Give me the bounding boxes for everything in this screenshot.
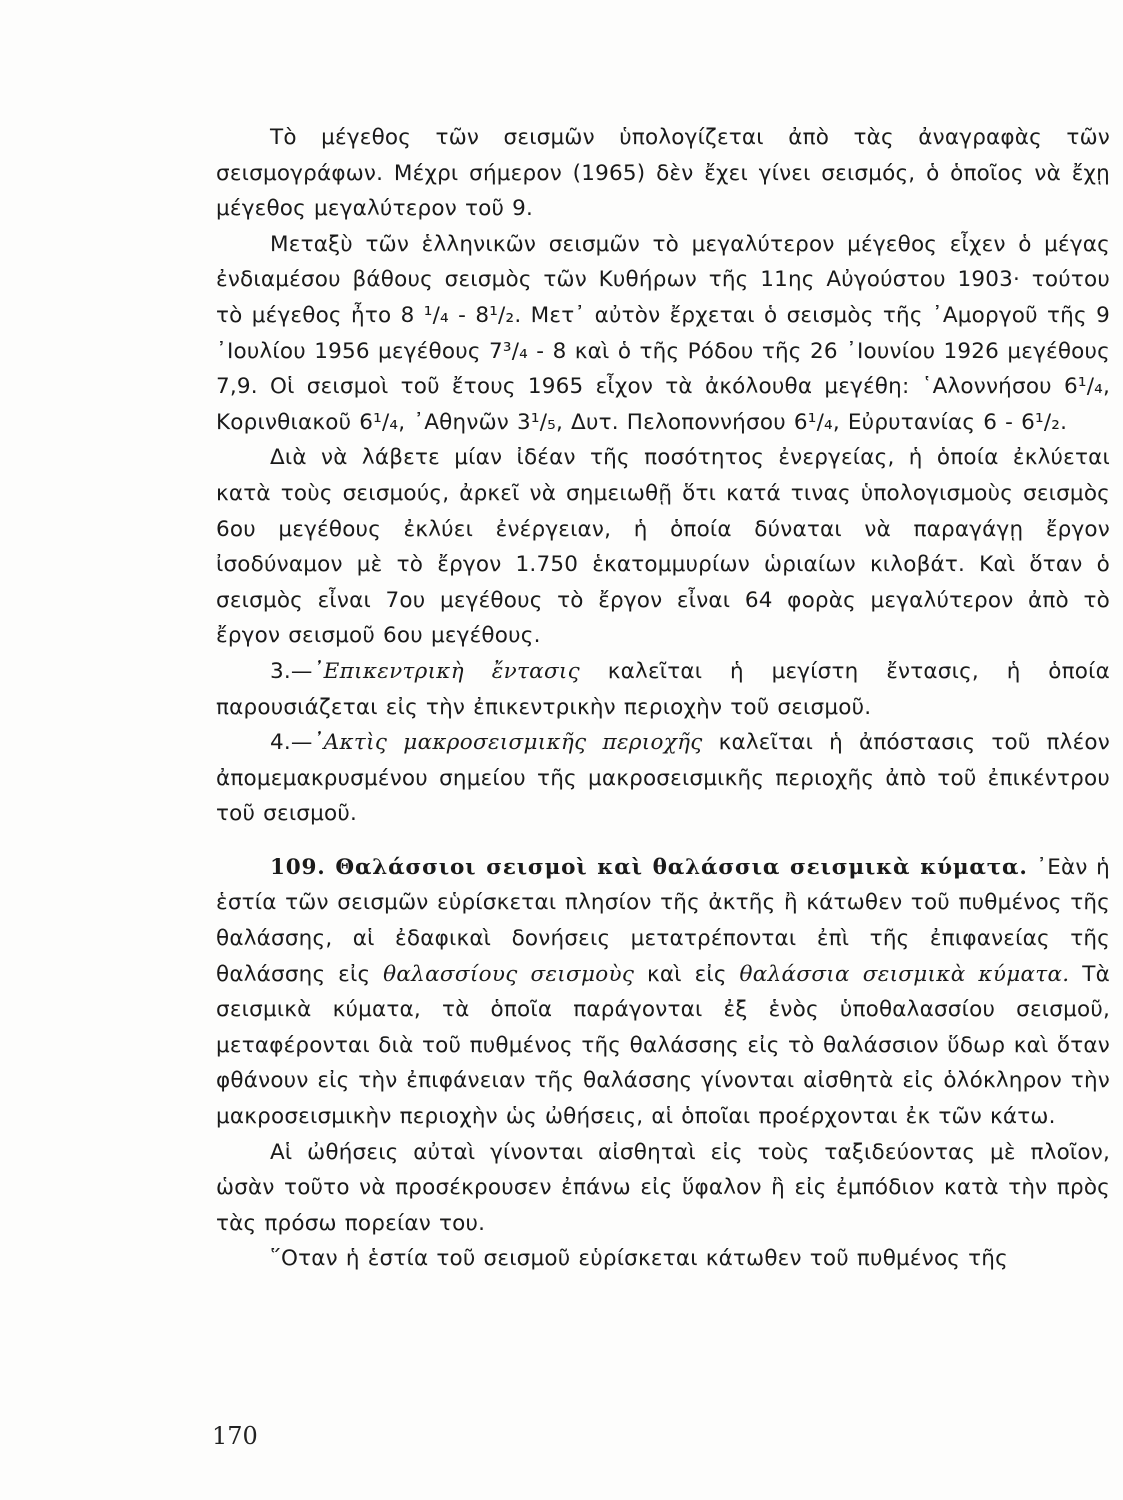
paragraph-energy: Διὰ νὰ λάβετε μίαν ἰδέαν τῆς ποσότητος ἐνεργείας, ἡ ὁποία ἐκλύεται κατὰ τοὺς σεισμούς, ἀρκεῖ νὰ σημειωθῇ ὅτι κατά τινας ὑπολογισμοὺς σεισμὸς 6ου μεγέθους ἐκλύει ἐνέργειαν, ἡ ὁποία δύναται νὰ παραγάγῃ ἔργον ἰσοδύναμον μὲ τὸ ἔργον 1.750 ἑκατομμυρίων ὡριαίων κιλοβάτ. Καὶ ὅταν ὁ σεισμὸς εἶναι 7ου μεγέθους τὸ ἔργον εἶναι 64 φορὰς μεγαλύτερον ἀπὸ τὸ ἔργον σεισμοῦ 6ου μεγέθους. <box>216 445 1110 649</box>
item-number: 4.— <box>270 730 313 756</box>
term-macroseismic-radius: ᾿Ακτὶς μακροσεισμικῆς περιοχῆς <box>312 730 703 756</box>
section-text: καὶ εἰς <box>634 961 740 987</box>
section-text: Τὰ σεισμικὰ κύματα, τὰ ὁποῖα παράγονται ἐξ ἑνὸς ὑποθαλασσίου σεισμοῦ, μεταφέρονται διὰ τοῦ πυθμένος τῆς θαλάσσης εἰς τὸ θαλάσσιον ὕδωρ καὶ ὅταν φθάνουν εἰς τὴν ἐπιφάνειαν τῆς θαλάσσης γίνονται αἰσθητὰ εἰς ὁλόκληρον τὴν μακροσεισμικὴν περιοχὴν ὡς ὠθήσεις, αἱ ὁποῖαι προέρχονται ἐκ τῶν κάτω. <box>216 961 1110 1130</box>
term-sea-quakes: θαλασσίους σεισμοὺς <box>383 961 635 987</box>
body-text <box>216 120 1110 1277</box>
paragraph-magnitude-intro: Τὸ μέγεθος τῶν σεισμῶν ὑπολογίζεται ἀπὸ τὰς ἀναγραφὰς τῶν σεισμογράφων. Μέχρι σήμερον (1965) δὲν ἔχει γίνει σεισμός, ὁ ὁποῖος νὰ ἔχῃ μέγεθος μεγαλύτερον τοῦ 9. <box>216 125 1110 222</box>
term-epicentral-intensity: ᾿Επικεντρικὴ ἔντασις <box>312 658 581 684</box>
paragraph-greek-earthquakes: Μεταξὺ τῶν ἑλληνικῶν σεισμῶν τὸ μεγαλύτερον μέγεθος εἶχεν ὁ μέγας ἐνδιαμέσου βάθους σεισμὸς τῶν Κυθήρων τῆς 11ης Αὐγούστου 1903· τούτου τὸ μέγεθος ἦτο 8 ¹/₄ - 8¹/₂. Μετ᾽ αὐτὸν ἔρχεται ὁ σεισμὸς τῆς ᾿Αμοργοῦ τῆς 9 ᾿Ιουλίου 1956 μεγέθους 7³/₄ - 8 καὶ ὁ τῆς Ρόδου τῆς 26 ᾿Ιουνίου 1926 μεγέθους 7,9. Οἱ σεισμοὶ τοῦ ἔτους 1965 εἶχον τὰ ἀκόλουθα μεγέθη: ῾Αλοννήσου 6¹/₄, Κορινθιακοῦ 6¹/₄, ᾿Αθηνῶν 3¹/₅, Δυτ. Πελοποννήσου 6¹/₄, Εὐρυτανίας 6 - 6¹/₂. <box>216 231 1110 435</box>
section-109 <box>216 850 1110 1135</box>
section-heading: 109. Θαλάσσιοι σεισμοὶ καὶ θαλάσσια σεισμικὰ κύματα. <box>270 854 1028 880</box>
page-number: 170 <box>212 1422 258 1450</box>
section-text: ᾿Εὰν ἡ ἑστία τῶν σεισμῶν εὑρίσκεται πλησίον τῆς ἀκτῆς ἢ κάτωθεν τοῦ πυθμένος τῆς θαλάσσης, αἱ ἐδαφικαὶ δονήσεις μετατρέπονται ἐπὶ τῆς ἐπιφανείας τῆς θαλάσσης εἰς <box>216 854 1110 987</box>
paragraph-epicentral-intensity <box>216 654 1110 725</box>
definition-text: καλεῖται ἡ μεγίστη ἔντασις, ἡ ὁποία παρουσιάζεται εἰς τὴν ἐπικεντρικὴν περιοχὴν τοῦ σεισμοῦ. <box>216 658 1110 720</box>
term-seismic-sea-waves: θαλάσσια σεισμικὰ κύματα. <box>739 961 1070 987</box>
definition-text: καλεῖται ἡ ἀπόστασις τοῦ πλέον ἀπομεμακρυσμένου σημείου τῆς μακροσεισμικῆς περιοχῆς ἀπὸ τοῦ ἐπικέντρου τοῦ σεισμοῦ. <box>216 730 1110 827</box>
paragraph-continued: ῞Οταν ἡ ἑστία τοῦ σεισμοῦ εὑρίσκεται κάτωθεν τοῦ πυθμένος τῆς <box>270 1246 1008 1272</box>
paragraph-macroseismic-radius <box>216 725 1110 832</box>
item-number: 3.— <box>270 658 313 684</box>
paragraph-ship-shocks: Αἱ ὠθήσεις αὐταὶ γίνονται αἰσθηταὶ εἰς τοὺς ταξιδεύοντας μὲ πλοῖον, ὡσὰν τοῦτο νὰ προσέκρουσεν ἐπάνω εἰς ὕφαλον ἢ εἰς ἐμπόδιον κατὰ τὴν πρὸς τὰς πρόσω πορείαν του. <box>216 1139 1110 1236</box>
